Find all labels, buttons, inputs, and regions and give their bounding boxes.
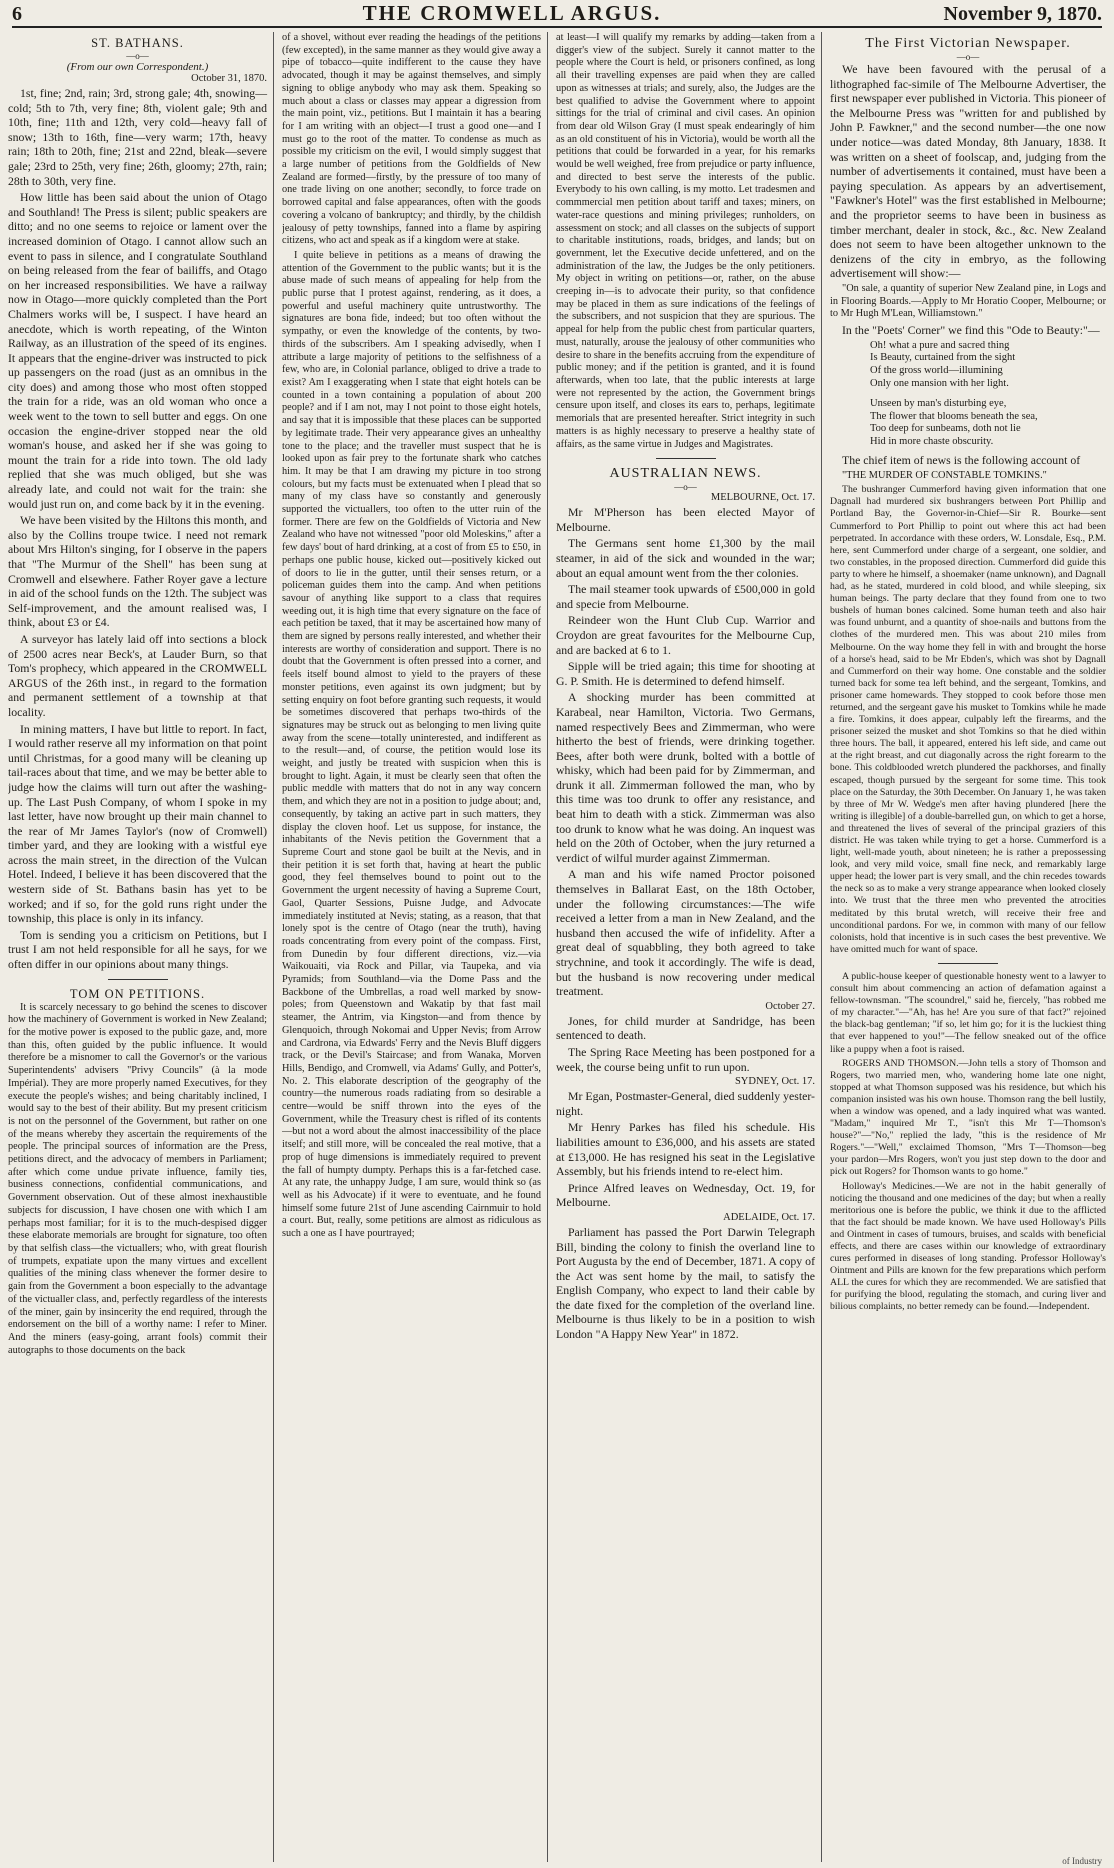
news-item: Prince Alfred leaves on Wednesday, Oct. 19, for Melbourne. [556,1180,815,1210]
article-heading-australian-news: AUSTRALIAN NEWS. [609,466,762,482]
section-divider [656,458,716,459]
newspaper-title: THE CROMWELL ARGUS. [362,1,662,25]
news-item: The Germans sent home £1,300 by the mail steamer, in aid of the sick and wounded in the war; about an equal amount went from the ther colonies. [556,536,815,580]
dateline: MELBOURNE, Oct. 17. [710,492,815,504]
verse-line: Only one mansion with her light. [870,378,1009,389]
page-number: 6 [12,3,22,25]
dateline: October 31, 1870. [191,73,267,84]
paragraph: A surveyor has lately laid off into sections a block of 2500 acres near Beck's, at Lauder Burn, so that Tom's prophecy, which appeared in the CROMWELL ARGUS of the 26th inst., in regard to the formation and permanent settlement of a township at that locality. [8,631,267,719]
paragraph: The chief item of news is the following account of [842,452,1081,467]
news-item: Parliament has passed the Port Darwin Telegraph Bill, binding the colony to finish the overland line to Port Augusta by the end of December, 1871. A copy of the Act was sent home by the mail, to satisfy the English Company, who expect to land their cable by the date fixed for the completion of the overland line. Melbourne is thus likely to be in a position to wish London "A Happy New Year" in 1872. [556,1224,815,1342]
anecdote: ROGERS AND THOMSON.—John tells a story of Thomson and Rogers, two married men, who, wandering home late one night, stopped at what Thomson supposed was his residence, but which his companion insisted was his own house. Thomson rang the bell lustily, when a window was opened, and a lady inquired what was wanted. "Madam," inquired Mr T., "isn't this Mr T—Thomson's house?"—"No," replied the lady, "this is the residence of Mr Rogers."—"Well," exclaimed Thomson, "Mrs T—Thomson—beg your pardon—Mrs Rogers, won't you just step down to the door and pick out Rogers? for Thomson wants to go home." [830,1057,1106,1178]
verse-line: Is Beauty, curtained from the sight [870,352,1016,364]
paragraph: 1st, fine; 2nd, rain; 3rd, strong gale; 4th, snowing—cold; 5th to 7th, very fine; 8th, violent gale; 9th and 10th, fine; 11th and 12th, very cold—heavy fall of snow; 13th to 16th, fine—very warm; 17th, heavy rain; 18th to 20th, fine; 21st and 22nd, bleak—severe gale; 23rd to 25th, very fine; 26th, gloomy; 27th, rain; 28th to 30th, very fine. [8,86,267,188]
heading-ornament: —o— [674,482,697,493]
verse-line: The flower that blooms beneath the sea, [870,410,1038,422]
verse-line: Hid in more chaste obscurity. [870,436,994,448]
paragraph: In the "Poets' Corner" we find this "Ode to Beauty:"— [842,323,1100,338]
paragraph: We have been favoured with the perusal of a lithographed fac-simile of The Melbourne Advertiser, the first newspaper ever published in Victoria. This pioneer of the Melbourne Press was "written for and published by John P. Fawkner," and the second number—the one now under notice—was dated Monday, 8th January, 1838. It was written on a sheet of foolscap, and, judging from the number of advertisements it contained, must have been a paying speculation. As appears by an advertisement, "Fawkner's Hotel" was the first established in Melbourne; and the proprietor seems to have been in business as timber merchant, dealer in stock, &c., &c. New Zealand does not seem to have been altogether unknown to the denizens of the city in embryo, as the following advertisement will show:— [830,62,1106,281]
article-heading-st-bathans: ST. BATHANS. [91,36,184,50]
paragraph: of a shovel, without ever reading the headings of the petitions (few excepted), in the same manner as they would give away a pipe of tobacco—quite indifferent to the cause they have advocated, though it may be against themselves, and simply signing to oblige anybody who may ask them. Speaking so much about a class or classes may appear a digression from the main point, viz., petitions. But I maintain it has a bearing for I am writing with an object—I trust a good one—and I must go to the root of the matter. To condense as much as possible my criticism on the evil, I would simply suggest that a large number of petitions from the Goldfields of New Zealand are formed—firstly, by the pressure of too many of one trade living on one another; secondly, to force trade on borrowed capital and false appearances, often with the goods covering a volcano of bankruptcy; and thirdly, by the childish jealousy of petty townships, fanned into a flame by aspiring citizens, who act and speak as if a kingdom were at stake. [282,32,541,247]
news-item: A shocking murder has been committed at Karabeal, near Hamilton, Victoria. Two Germans, named respectively Bees and Zimmerman, who were hitherto the best of friends, were drinking together. Bees, after both were drunk, bolted with a bottle of whisky, which had been paid for by Zimmerman, and drunk it all. Zimmerman followed the man, who by this time was too drunk to offer any resistance, and beat him to death with a stick. Zimmerman was also too drunk to know what he was doing. An inquest was held on the 20th of October, when the jury returned a verdict of wilful murder against Zimmerman. [556,690,815,865]
news-item: Mr Henry Parkes has filed his schedule. His liabilities amount to £36,000, and his assets are stated at £13,000. He has resigned his seat in the Legislative Assembly, but his friends intend to re-elect him. [556,1120,815,1179]
news-item: Mr Egan, Postmaster-General, died suddenly yester-night. [556,1089,815,1118]
paragraph: Tom is sending you a criticism on Petitions, but I trust I am not held responsible for all he says, for we often differ in our opinions about many things. [8,927,267,972]
news-item: The mail steamer took upwards of £500,000 in gold and specie from Melbourne. [556,582,815,611]
quoted-advertisement: "On sale, a quantity of superior New Zealand pine, in Logs and in Flooring Boards.—Apply to Mr Horatio Cooper, Melbourne; or to Mr Hugh M'Lean, Williamstown." [830,282,1106,320]
paragraph: We have been visited by the Hiltons this month, and also by the Collins troupe twice. I need not remark about Mrs Hilton's singing, for I observe in the papers that "The Murmur of the Shell" has been sung at Cromwell and elsewhere. Father Royer gave a lecture in aid of the school funds on the 12th. The subject was Self-improvement, and the amount realised was, I think, about £3 or £4. [8,513,267,630]
issue-date: November 9, 1870. [943,3,1102,25]
news-item: Sipple will be tried again; this time for shooting at G. P. Smith. He is determined to defend himself. [556,659,815,688]
dateline: ADELAIDE, Oct. 17. [723,1211,815,1223]
columns [8,32,1106,1862]
paragraph: It is scarcely necessary to go behind the scenes to discover how the machinery of Government is worked in New Zealand; for the motive power is exposed to the public gaze, and, more than this, often guided by the public influence. It would therefore be a misnomer to call the Governor's or the various Superintendents' advisers "Privy Councils" (à la mode Impérial). They are more properly named Executives, for they execute the people's wishes; and being charitably inclined, I would say to the best of their ability. But my present criticism is not on the personnel of the Government, but rather on one of the means whereby they ascertain the requirements of the people. The principal sources of information are the Press, petitions direct, and the advocacy of members in Parliament; after which come undue private influence, family ties, business connections, confidential communications, and Government observation. Out of these almost inexhaustible subjects for discussion, I have chosen one with which I am perhaps most familiar; for it is to the much-despised digger these elaborate memorials are brought for signature, too often by that selfish class—the victuallers; who, with great flourish of trumpets, expatiate upon the many virtues and excellent qualities of the mining class whenever the former desire to gain from the Government a boon especially to the advantage of the victualler class, and, perfectly regardless of the interests of the miner, gain by insincerity the end required, through the endorsement on the bill of a worthy name: I refer to Miner. And the miners (easy-going, arrant fools) commit their autographs to those documents on the back [8,1001,267,1356]
paragraph: How little has been said about the union of Otago and Southland! The Press is silent; public speakers are ditto; and no one seems to rejoice or lament over the increased dominion of Otago. I cannot allow such an event to pass in silence, and I congratulate Southland on being released from the fear of bailiffs, and Otago on her increased responsibilities. We have a railway now in Otago—more quickly completed than the Port Chalmers works will be, I suspect. I have heard an anecdote, which is worth repeating, of the Winton Railway, as an illustration of the speed of its engines. It appears that the engine-driver was instructed to pick up passengers on the road (just as an omnibus in the city does) and among those who most often stopped the train for a ride, was an old woman who once a week went to the town to sell butter and eggs. On one occasion the engine-driver stopped near the old woman's house, and asked her if she was going to mount the train for a ride into town. The old lady replied that she was much obliged, but she was already late, and could not wait for the train: she would just run on, and come back by it in the evening. [8,190,267,511]
news-item: Mr M'Pherson has been elected Mayor of Melbourne. [556,505,815,534]
article-heading-first-victorian-newspaper: The First Victorian Newspaper. [865,36,1071,51]
news-item: Reindeer won the Hunt Club Cup. Warrior and Croydon are great favourites for the Melbourne Cup, and are backed at 6 to 1. [556,613,815,657]
column-1 [8,32,274,1862]
masthead [12,0,1102,28]
column-4 [830,32,1106,1862]
paragraph: I quite believe in petitions as a means of drawing the attention of the Government to the public wants; but it is the abuse made of such means of appealing for help from the public purse that I protest against, rendering, as it does, a powerful and useful machinery quite untrustworthy. The signatures are bona fide, indeed; but too often without the sympathy, or even the knowledge of the contents, by two-thirds of the subscribers. Am I speaking advisedly, when I attribute a large majority of petitions to the selfishness of a few, who are, in Colonial parlance, obliged to drive a trade to exist? Am I exaggerating when I state that eight hotels can be counted in a town containing a population of about 200 people? and if I am not, may I not point to those eight hotels, and say that it is impossible that these places can be supported by legitimate trade. Their very appearance gives an unhealthy tone to the place; and the traveller must suspect that he is looked upon as fair prey to the fortunate shark who catches him. It may be that I am drawing my picture in too strong colours, but my facts must be extenuated when I plead that so many of my class have so constantly and generously supported the victuallers, too often to the utter ruin of the former. There are few on the Goldfields of Victoria and New Zealand who have not witnessed "poor old Moleskins," after a few days' bout of hard drinking, at a cost of from £5 to £50, in perhaps one public house, kicked out—positively kicked out of doors to lie in the gutter, until their senses return, or a policeman guides them into the camp. And when petitions savour of anything like support to a class that requires weeding out, it is high time that every signature on the face of each petition be taxed, that it may be ascertained how many of them are signed by persons really interested, and whether their interests are worthy of consideration and support. There is no doubt that the Government is often pressed into a corner, and feels itself bound almost to yield to the prayers of these monster petitions, even against its own judgment; but by setting enquiry on foot before granting such requests, it would be sometimes discovered that perhaps two-thirds of the signatures may be struck out as belonging to men living quite away from the scene—totally uninterested, and indifferent as to the result—and, of course, the petition would lose its weight, and justly be treated with suspicion when this is brought to light. Again, it must be clearly seen that often the public meddle with matters that do not in any way concern them, and which they are not in a position to judge about; and, consequently, by taking an active part in such matters, they display the cloven hoof. Let us suppose, for instance, the inhabitants of the Nevis petition the Government that a Supreme Court and stone gaol be built at the Nevis, and in their petition it is set forth that, having at heart the public good, they feel themselves bound to point out to the Government the urgent necessity of having a Supreme Court, Gaol, Quarter Sessions, Puisne Judge, and Advocate immediately instituted at Nevis; stating, as a reason, that that lonely spot is the centre of Otago (near the truth), having roads concentrating from every point of the compass. First, from Dunedin by four different directions, viz.—via Waikouaiti, via Rock and Pillar, via Taupeka, and via Pyramids; from Southland—via the Dome Pass and the Backbone of the Umbrellas, a road well marked by snow-poles; from Queenstown and Wakatip by that fast mail steamer, the Antrim, via Kingston—and from thence by Glenquoich, through Nokomai and Upper Nevis; from Arrow and Cardrona, via Edwards' Ferry and the Nevis Bluff diggers track, or the Devil's Staircase; and from Wanaka, Morven Hills, Bendigo, and Cromwell, via Adams' Gully, and Potter's, No. 2. This elaborate description of the geography of the country—the numerous roads radiating from so desirable a centre—would be sniff thrown into the eyes of the Government, while the Treasury chest is rifled of its contents—but not a word about the almost inaccessibility of the place itself; and still more, will be concealed the real motive, that a prop of huge dimensions is immediately required to prevent the fall of humpty dumpty. Perhaps this is a far-fetched case. At any rate, the unhappy Judge, I am sure, would think so (as well as his Advocate) if it were to eventuate, and he found himself some future 21st of June ascending Cairnmuir to hold a court. But, really, some petitions are almost as ridiculous as such a one as I have pourtrayed; [282,249,541,1240]
margin-note: of Industry [1062,1856,1102,1866]
verse-line: Of the gross world—illumining [870,365,1003,377]
paragraph: at least—I will qualify my remarks by adding—taken from a digger's view of the subject. Surely it cannot matter to the people where the Court is held, or prisoners confined, as long all their travelling expenses are paid when they are called upon as witnesses at trials; and surely, also, the Judges are the best qualified to advise the Government where to appoint sittings for the trial of criminal and civil cases. An opinion from dear old Wilson Gray (I must speak endearingly of him as an old constituent of his in Victoria), would be worth all the petitions that could be forwarded in a year, for his remarks would be well weighed, free from prejudice or party influence, and directed to best serve the interests of the public. Everybody to his own calling, is my motto. Let tradesmen and commmercial men petition about tariff and taxes; miners, on water-race questions and mining privileges; runholders, on assessment on stock; and all classes on the subjects of support to charitable institutions, roads, bridges, and lands; but on government, let the Executive decide unfettered, and on the administration of the law, the Judges be the only petitioners. My object in writing on petitions—or, rather, on the abuse creeping in—is to advocate their purity, so that confidence may be placed in them as sure indications of the feelings of the subscribers, and not suspicion that they are spurious. The appeal for help from the public chest from particular quarters, must, naturally, arouse the jealousy of other communities who desire to share in the benefits accruing from the expenditure of public money; and if the petition is granted, and it is found afterwards, when too late, that the public interests at large were not represented by the action, the Government brings censure upon itself, and closes its ears to, perhaps, legitimate memorials that are presented hereafter. Strict integrity in such matters is as highly necessary to preserve a healthy state of affairs, as the same virtue in Judges and Magistrates. [556,32,815,450]
news-item: The Spring Race Meeting has been postponed for a week, the course being unfit to run upon. [556,1044,815,1074]
heading-ornament: —o— [956,52,980,62]
advertisement-holloways: Holloway's Medicines.—We are not in the habit generally of noticing the thousand and one medicines of the day; but when a really meritorious one is before the public, we think it due to the afflicted that the fact should be made known. We have used Holloway's Pills and Ointment in cases of tumours, bruises, and scalds with beneficial effects, and there are cases within our knowledge of extraordinary cures performed in diseases of long standing. Professor Holloway's Ointment and Pills are known for the few preparations which perform ALL the cures for which they are recommended. We are satisfied that for purifying the blood, regulating the stomach, and curing liver and bilious complaints, no better remedy can be found.—Independent. [830,1180,1106,1313]
verse-line: Oh! what a pure and sacred thing [870,339,1010,351]
column-3 [556,32,822,1862]
subheading-murder-of-constable-tomkins: "THE MURDER OF CONSTABLE TOMKINS." [842,469,1047,481]
dateline: October 27. [765,1000,815,1012]
article-heading-tom-on-petitions: TOM ON PETITIONS. [69,986,206,1001]
news-item: A man and his wife named Proctor poisoned themselves in Ballarat East, on the 18th October, under the following circumstances:—The wife received a letter from a man in New Zealand, and the husband then accused the wife of infidelity. After a great deal of squabbling, they both agreed to take strychnine, and took it accordingly. The wife is dead, but the husband is now recovering under medical treatment. [556,867,815,999]
stanza-gap [870,391,1106,398]
correspondent-line: (From our own Correspondent.) [66,61,209,73]
paragraph: The bushranger Cummerford having given information that one Dagnall had murdered six bushrangers between Port Phillip and Portland Bay, the Governor-in-Chief—Sir R. Bourke—sent Cummerford to Port Phillip to point out where this act had been perpetrated. In accordance with these orders, W. Lonsdale, Esq., P.M. here, sent Cummerford under charge of a sergeant, one soldier, and two constables, in the proposed direction. Cummerford did guide this party to where he himself, a shoemaker (name unknown), and Dagnall had, as he stated, murdered in cold blood, and while sleeping, six human beings. The party declare that they found from one to two bushels of human bones calcined. Some human teeth and also hair was found unburnt, and a quantity of shoe-nails and buttons from the clothes of the murdered men. This was about 210 miles from Melbourne. On the way home they fell in with and brought the horse of a horse's head, said to be Mr Ebden's, which was shot by Dagnall and Cummerford on their way home. One constable and the soldier turned back for some tea left behind, and the sergeant, Tomkins, and prisoner came homewards. They stopped to cook before those men returned, and the sergeant gave his musket to Tomkins while he made a fire. Tomkins, it does appear, culpably left the firearms, and the prisoner seized the musket and shot Tomkins so that he died within three hours. The ball, it appeared, entered his left side, and came out at the right breast, and cut diagonally across the right forearm to the bone. This coldblooded wretch plundered the packhorses, and finally escaped, though pursued by the sergeant for some time. This took place on the Saturday, the 30th December. On January 1, he was taken by three of Mr W. Wedge's men after having plundered [here the writing is illegible] of a double-barrelled gun, on which to get a horse, and threatened the lives of several of the principal graziers of this district. He was taken while trying to get a horse. Cummerford is a light, well-made youth, about nineteen; he is rather a prepossessing look, and very mild voice, small fine neck, and remarkably large upper head; the lower part is very small, and the chin recedes towards the neck so as to make a very strange appearance when looked closely into. We trust that the three men who prevented the atrocities meditated by this brutal wretch, will receive their free and unconditional pardons. For we, in common with many of our fellow colonists, hold that incentive is in such cases the best preventive. We have omitted much for want of space. [830,484,1106,955]
section-divider [108,979,168,980]
section-divider [938,963,998,964]
dateline: SYDNEY, Oct. 17. [734,1076,815,1088]
news-item: Jones, for child murder at Sandridge, has been sentenced to death. [556,1013,815,1043]
anecdote: A public-house keeper of questionable honesty went to a lawyer to consult him about commencing an action of defamation against a fellow-townsman. "The scoundrel," said he, fiercely, "has robbed me of my character."—"Ah, has he! Are you sure of that fact?" rejoined the black-bag gentleman; "if so, let him go; for it is the luckiest thing that ever happened to you!"—The fellow sneaked out of the office like a puppy when a foot is raised. [830,970,1106,1055]
column-2 [282,32,548,1862]
paragraph: In mining matters, I have but little to report. In fact, I would rather reserve all my information on that point until Christmas, for a good many will be cleaning up tail-races about that time, and we may be better able to judge how the claims will turn out after the washing-up. The Last Push Company, of whom I spoke in my last letter, have now brought up their main channel to the rear of Mr James Taylor's (now of Cromwell) timber yard, and they are looking with a wistful eye across the main street, in the direction of the Vulcan Hotel. Indeed, I believe it has been discovered that the western side of St. Bathans basin has yet to be worked; and if so, for the gold runs right under the township, this place is only in its infancy. [8,721,267,926]
verse-line: Too deep for sunbeams, doth not lie [870,423,1021,435]
poem-ode-to-beauty [870,340,1106,449]
verse-line: Unseen by man's disturbing eye, [870,397,1007,409]
heading-ornament: —o— [126,51,149,61]
